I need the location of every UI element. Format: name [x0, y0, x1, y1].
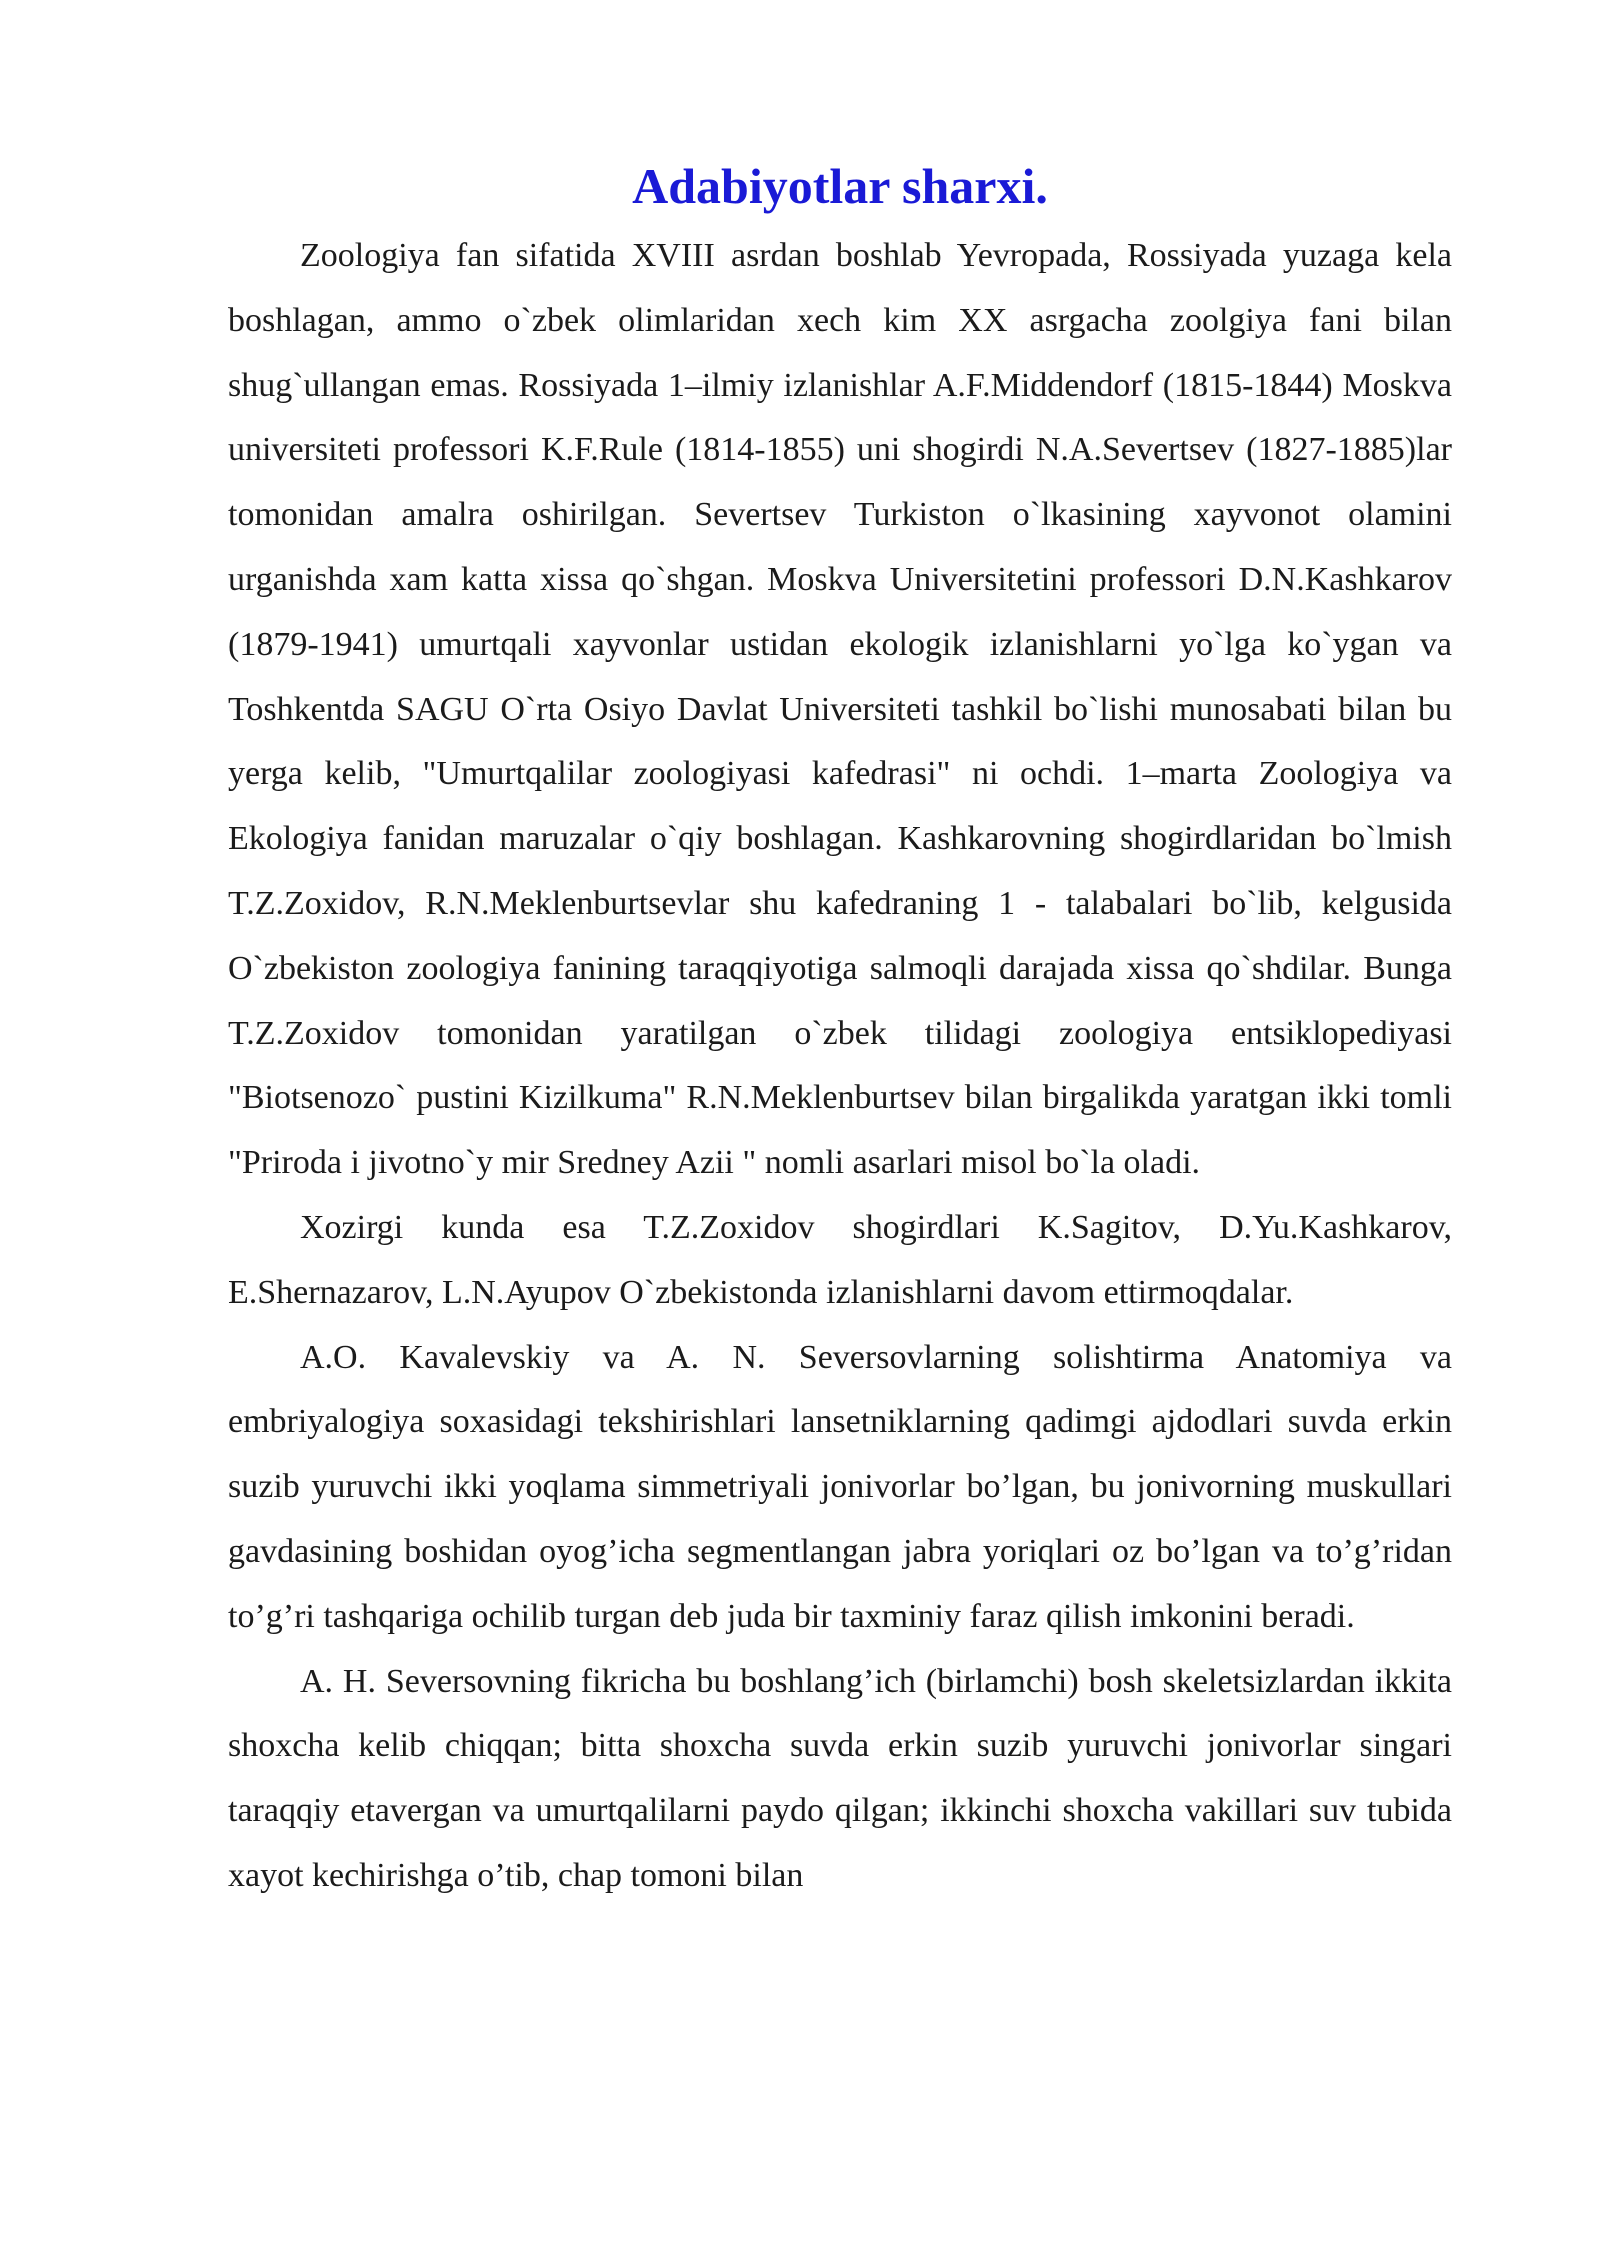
paragraph-1: Zoologiya fan sifatida XVIII asrdan boshlab Yevropada, Rossiyada yuzaga kela boshlagan, ammo o`zbek olimlaridan xech kim XX asrgacha zoolgiya fani bilan shug`ullangan emas. Rossiyada 1–ilmiy izlanishlar A.F.Middendorf (1815-1844) Moskva universiteti professori K.F.Rule (1814-1855) uni shogirdi N.A.Severtsev (1827-1885)lar tomonidan amalra oshirilgan. Severtsev Turkiston o`lkasining xayvonot olamini urganishda xam katta xissa qo`shgan. Moskva Universitetini professori D.N.Kashkarov (1879-1941) umurtqali xayvonlar ustidan ekologik izlanishlarni yo`lga ko`ygan va Toshkentda SAGU O`rta Osiyo Davlat Universiteti tashkil bo`lishi munosabati bilan bu yerga kelib, "Umurtqalilar zoologiyasi kafedrasi" ni ochdi. 1–marta Zoologiya va Ekologiya fanidan maruzalar o`qiy boshlagan. Kashkarovning shogirdlaridan bo`lmish T.Z.Zoxidov, R.N.Meklenburtsevlar shu kafedraning 1 - talabalari bo`lib, kelgusida O`zbekiston zoologiya fanining taraqqiyotiga salmoqli darajada xissa qo`shdilar. Bunga T.Z.Zoxidov tomonidan yaratilgan o`zbek tilidagi zoologiya entsiklopediyasi "Biotsenozo` pustini Kizilkuma" R.N.Meklenburtsev bilan birgalikda yaratgan ikki tomli "Priroda i jivotno`y mir Sredney Azii " nomli asarlari misol bo`la oladi.: [228, 237, 1452, 1182]
paragraph-4: A. H. Seversovning fikricha bu boshlang’ich (birlamchi) bosh skeletsizlardan ikkita shoxcha kelib chiqqan; bitta shoxcha suvda erkin suzib yuruvchi jonivorlar singari taraqqiy etavergan va umurtqalilarni paydo qilgan; ikkinchi shoxcha vakillari suv tubida xayot kechirishga o’tib, chap tomoni bilan: [228, 1662, 1452, 1894]
paragraph-2: Xozirgi kunda esa T.Z.Zoxidov shogirdlari K.Sagitov, D.Yu.Kashkarov, E.Shernazarov, L.N.Ayupov O`zbekistonda izlanishlarni davom ettirmoqdalar.: [228, 1208, 1452, 1311]
document-body: [228, 150, 1452, 1909]
paragraph-3: A.O. Kavalevskiy va A. N. Seversovlarning solishtirma Anatomiya va embriyalogiya soxasidagi tekshirishlari lansetniklarning qadimgi ajdodlari suvda erkin suzib yuruvchi ikki yoqlama simmetriyali jonivorlar bo’lgan, bu jonivorning muskullari gavdasining boshidan oyog’icha segmentlangan jabra yoriqlari oz bo’lgan va to’g’ridan to’g’ri tashqariga ochilib turgan deb juda bir taxminiy faraz qilish imkonini beradi.: [228, 1338, 1452, 1635]
document-title: Adabiyotlar sharxi.: [632, 158, 1048, 214]
